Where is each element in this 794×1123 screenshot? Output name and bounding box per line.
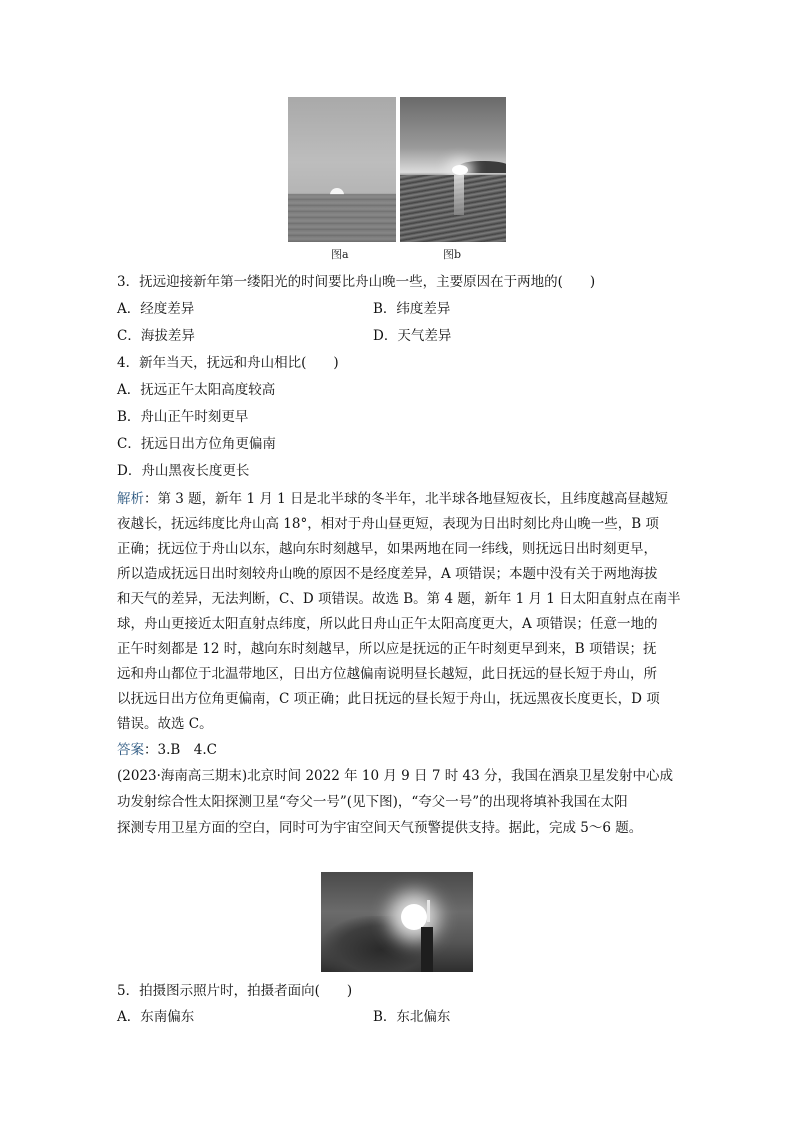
figure-a-caption: 图a <box>331 248 349 261</box>
analysis-line: 远和舟山都位于北温带地区，日出方位越偏南说明昼长越短，此日抚远的昼长短于舟山，所 <box>117 666 657 682</box>
question-4-stem: 4．新年当天，抚远和舟山相比( ) <box>117 355 339 371</box>
figure-b-caption: 图b <box>443 248 462 261</box>
analysis-line: 以抚远日出方位角更偏南，C 项正确；此日抚远的昼长短于舟山，抚远黑夜长度更长，D 项 <box>117 691 660 707</box>
sun-shape <box>452 165 468 175</box>
q3-option-c: C．海拔差异 <box>117 328 195 344</box>
question-5-stem: 5．拍摄图示照片时，拍摄者面向( ) <box>117 983 353 999</box>
sunrise-photo-b <box>400 97 506 242</box>
analysis-line: 所以造成抚远日出时刻较舟山晚的原因不是经度差异，A 项错误；本题中没有关于两地海拔 <box>117 566 658 582</box>
question-3-stem: 3．抚远迎接新年第一缕阳光的时间要比舟山晚一些，主要原因在于两地的( ) <box>117 274 596 290</box>
launch-tower-shape <box>421 927 433 972</box>
sunset-photo-a <box>288 97 396 242</box>
answer-line <box>117 740 217 760</box>
q5-option-b: B．东北偏东 <box>373 1009 451 1025</box>
analysis-line: 夜越长，抚远纬度比舟山高 18°，相对于舟山昼更短，表现为日出时刻比舟山晚一些，B 项 <box>117 516 659 532</box>
rocket-launch-photo <box>321 872 473 972</box>
answer-label: 答案 <box>117 742 144 758</box>
sea-shape <box>288 194 396 242</box>
glint-shape <box>454 175 464 215</box>
rocket-shape <box>427 900 430 922</box>
passage-line: 功发射综合性太阳探测卫星“夸父一号”(见下图)，“夸父一号”的出现将填补我国在太阳 <box>117 794 628 810</box>
q4-option-d: D．舟山黑夜长度更长 <box>117 463 250 479</box>
analysis-line: 和天气的差异，无法判断，C、D 项错误。故选 B。第 4 题，新年 1 月 1 日太阳直射点在南半 <box>117 591 681 607</box>
analysis-line: 解析：第 3 题，新年 1 月 1 日是北半球的冬半年，北半球各地昼短夜长，且纬度越高昼越短 <box>117 491 669 507</box>
analysis-line: 球，舟山更接近太阳直射点纬度，所以此日舟山正午太阳高度更大，A 项错误；任意一地的 <box>117 616 658 632</box>
q4-option-b: B．舟山正午时刻更早 <box>117 409 249 425</box>
passage-line: 探测专用卫星方面的空白，同时可为宇宙空间天气预警提供支持。据此，完成 5～6 题。 <box>117 820 643 836</box>
q3-option-d: D．天气差异 <box>373 328 452 344</box>
answer-text: ：3.B 4.C <box>144 742 218 758</box>
analysis-line: 正午时刻都是 12 时，越向东时刻越早，所以应是抚远的正午时刻更早到来，B 项错误；抚 <box>117 641 657 657</box>
q5-option-a: A．东南偏东 <box>117 1009 195 1025</box>
analysis-line: 错误。故选 C。 <box>117 716 213 732</box>
q4-option-a: A．抚远正午太阳高度较高 <box>117 382 276 398</box>
analysis-line: 正确；抚远位于舟山以东，越向东时刻越早，如果两地在同一纬线，则抚远日出时刻更早， <box>117 541 657 557</box>
q4-option-c: C．抚远日出方位角更偏南 <box>117 436 276 452</box>
q3-option-b: B．纬度差异 <box>373 301 451 317</box>
water-shape <box>400 175 506 242</box>
passage-line: (2023·海南高三期末)北京时间 2022 年 10 月 9 日 7 时 43 分，我国在酒泉卫星发射中心成 <box>117 768 673 784</box>
q3-option-a: A．经度差异 <box>117 301 195 317</box>
analysis-label: 解析 <box>117 491 144 507</box>
